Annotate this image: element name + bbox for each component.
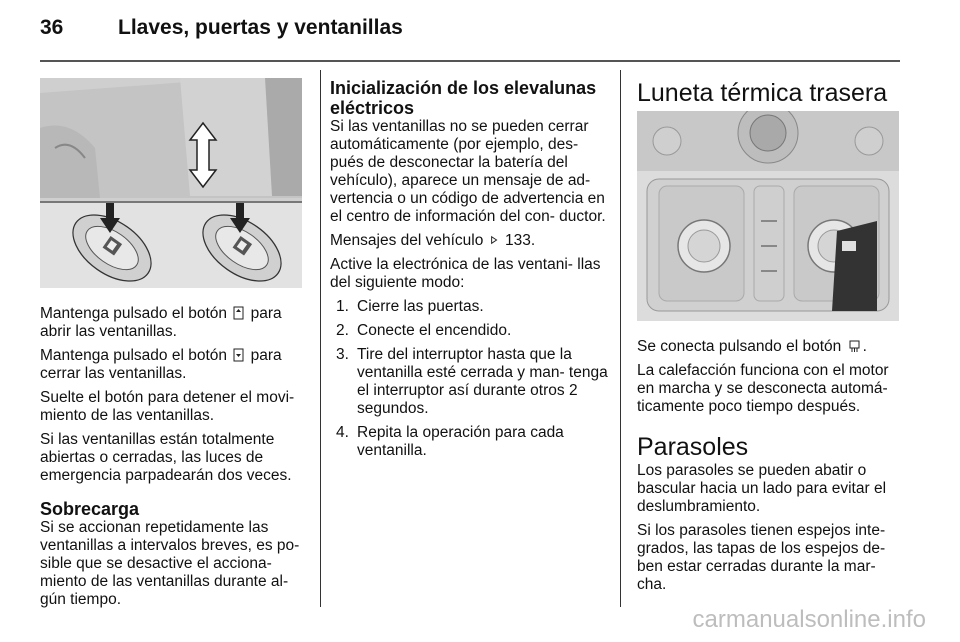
para-sunvisors: Los parasoles se pueden abatir o bascular hacia un lado para evitar el deslumbramiento. <box>637 462 887 515</box>
para-stop-movement: Suelte el botón para detener el movi- miento de las ventanillas. <box>40 389 295 424</box>
chapter-title: Llaves, puertas y ventanillas <box>118 16 403 39</box>
para-vehicle-messages: Mensajes del vehículo 133. <box>330 232 536 249</box>
column-left <box>40 305 312 615</box>
para-vanity-mirrors: Si los parasoles tienen espejos inte- grados, las tapas de los espejos de- ben estar cerradas durante la mar- cha. <box>637 522 886 593</box>
list-item: 3. Tire del interruptor hasta que la ventanilla esté cerrada y man- tenga el interruptor así durante otros 2 segundos. <box>336 346 608 417</box>
window-switch-illustration <box>40 78 302 288</box>
heading-inicializacion: Inicialización de los elevalunas eléctricos <box>330 78 597 118</box>
para-activate: Active la electrónica de las ventani- llas del siguiente modo: <box>330 256 601 291</box>
rear-defrost-icon <box>848 339 861 353</box>
column-divider-2 <box>620 70 621 607</box>
heading-sobrecarga: Sobrecarga <box>40 499 140 519</box>
para-close-windows: Mantenga pulsado el botón para cerrar las ventanillas. <box>40 347 282 382</box>
header-rule <box>40 60 900 62</box>
list-item: 4. Repita la operación para cada ventanilla. <box>336 424 564 459</box>
heading-parasoles: Parasoles <box>637 433 749 461</box>
climate-panel-illustration <box>637 111 899 321</box>
list-item: 1. Cierre las puertas. <box>336 298 484 315</box>
ref-arrow-icon <box>490 233 499 247</box>
para-open-windows: Mantenga pulsado el botón para abrir las ventanillas. <box>40 305 282 340</box>
column-right <box>637 78 900 108</box>
page-number: 36 <box>40 16 64 39</box>
column-divider-1 <box>320 70 321 607</box>
watermark: carmanualsonline.info <box>692 606 926 633</box>
heading-luneta: Luneta térmica trasera <box>637 79 888 107</box>
window-down-icon <box>233 348 244 362</box>
column-right-text <box>637 338 900 600</box>
para-init-intro: Si las ventanillas no se pueden cerrar automáticamente (por ejemplo, des- pués de desconectar la batería del vehículo), aparece un mensaje de ad- vertencia o un código de advertencia en el centro de información del con- ductor. <box>330 118 606 225</box>
para-overload: Si se accionan repetidamente las ventanillas a intervalos breves, es po- sible que se desactive el acciona- miento de las ventanillas durante al- gún tiempo. <box>40 519 300 608</box>
para-heating: La calefacción funciona con el motor en marcha y se desconecta automá- ticamente poco tiempo después. <box>637 362 889 415</box>
para-defrost-button: Se conecta pulsando el botón . <box>637 338 867 355</box>
para-hazard-lights: Si las ventanillas están totalmente abiertas o cerradas, las luces de emergencia parpadearán dos veces. <box>40 431 292 484</box>
column-middle <box>330 78 608 466</box>
list-item: 2. Conecte el encendido. <box>336 322 512 339</box>
steps-list <box>330 298 608 460</box>
window-up-icon <box>233 306 244 320</box>
